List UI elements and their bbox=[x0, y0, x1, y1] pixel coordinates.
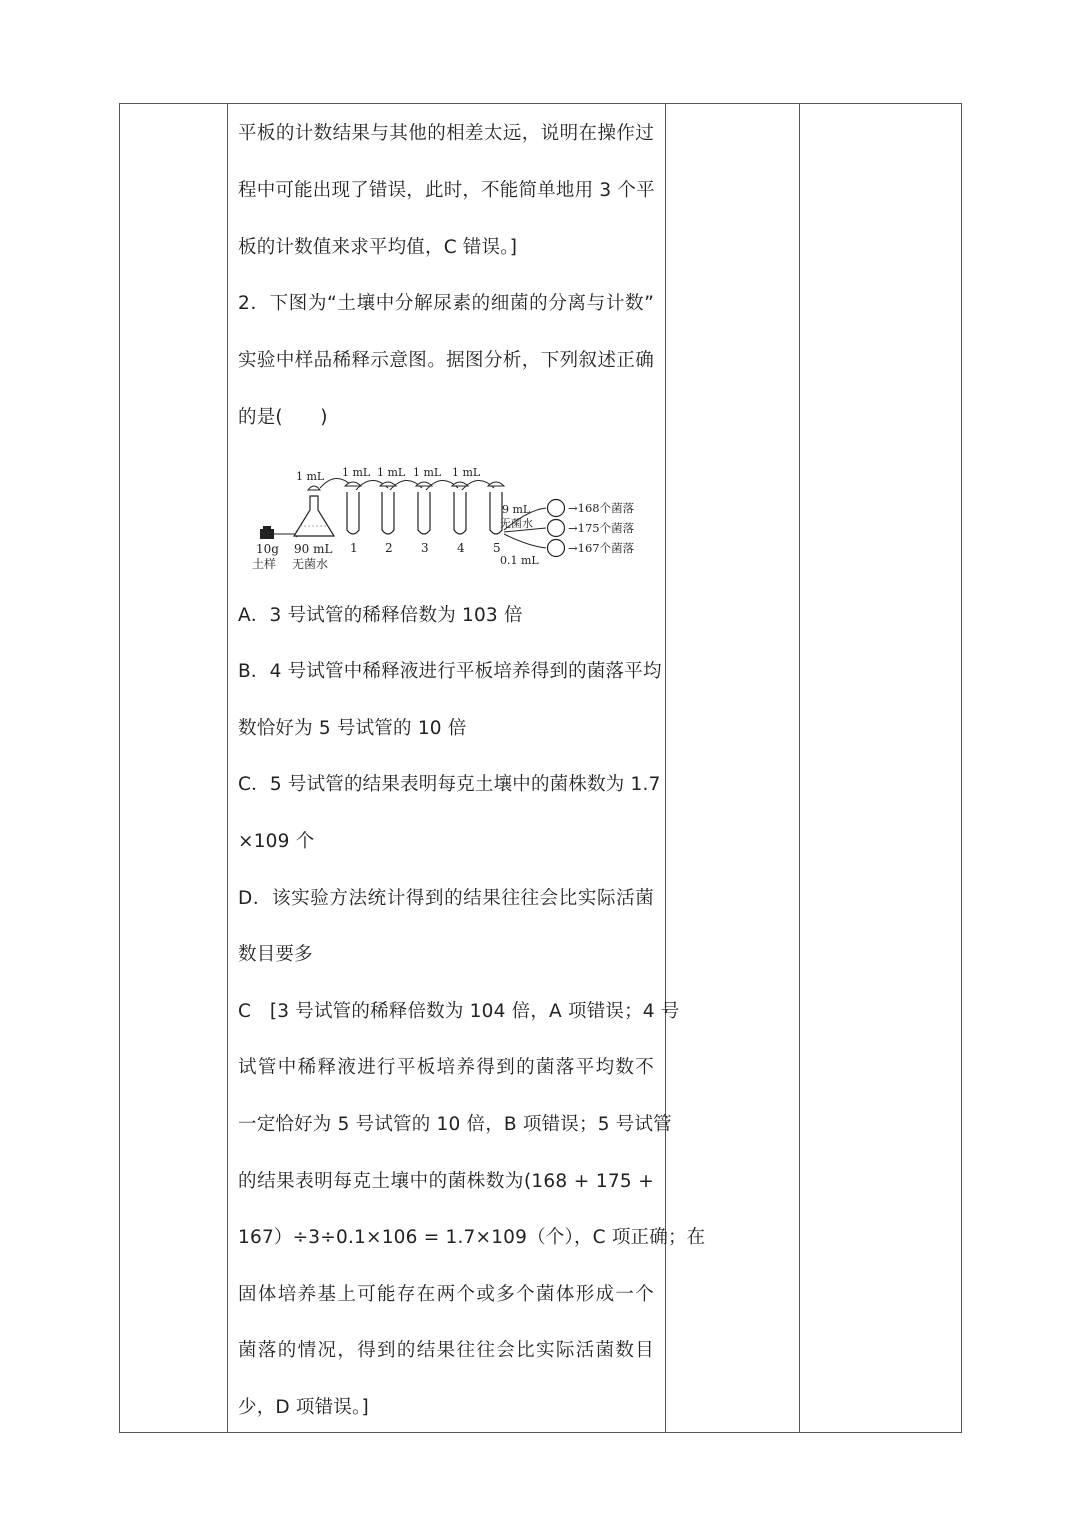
test-tube-icon bbox=[345, 482, 361, 534]
question-line: 的是( ) bbox=[238, 407, 328, 428]
answer-line: 固体培养基上可能存在两个或多个菌体形成一个 bbox=[238, 1284, 654, 1305]
tube-water-volume-label: 9 mL bbox=[502, 503, 531, 516]
text-line: 板的计数值来求平均值，C 错误。] bbox=[238, 237, 518, 258]
tube-water-label: 无菌水 bbox=[500, 517, 533, 530]
answer-line: 的结果表明每克土壤中的菌株数为(168 + 175 + bbox=[238, 1171, 654, 1192]
tube-number: 1 bbox=[350, 541, 358, 555]
document-table bbox=[119, 103, 962, 1433]
content-cell bbox=[228, 104, 706, 1432]
option-c: ×109 个 bbox=[238, 831, 315, 852]
plating-volume-label: 0.1 mL bbox=[500, 554, 539, 567]
option-b: 数恰好为 5 号试管的 10 倍 bbox=[238, 718, 467, 739]
petri-dish-icon bbox=[548, 500, 565, 517]
tube-number: 2 bbox=[385, 541, 393, 555]
question-line: 2．下图为“土壤中分解尿素的细菌的分离与计数” bbox=[238, 293, 654, 314]
plate-result-label: →168个菌落 bbox=[568, 501, 635, 515]
text-line: 平板的计数结果与其他的相差太远，说明在操作过 bbox=[238, 123, 654, 144]
sample-name-label: 土样 bbox=[252, 557, 277, 571]
answer-line: 菌落的情况，得到的结果往往会比实际活菌数目 bbox=[238, 1340, 654, 1361]
transfer-arrow bbox=[320, 478, 352, 488]
answer-line: 一定恰好为 5 号试管的 10 倍，B 项错误；5 号试管 bbox=[238, 1114, 672, 1135]
dilution-diagram bbox=[238, 460, 648, 580]
transfer-volume-label: 1 mL bbox=[296, 470, 325, 483]
transfer-volume-label: 1 mL bbox=[413, 466, 442, 479]
tube-number: 3 bbox=[421, 541, 429, 555]
answer-line: C [3 号试管的稀释倍数为 104 倍，A 项错误；4 号 bbox=[238, 1001, 680, 1022]
column-divider bbox=[799, 104, 800, 1432]
transfer-volume-label: 1 mL bbox=[452, 466, 481, 479]
option-c: C．5 号试管的结果表明每克土壤中的菌株数为 1.7 bbox=[238, 774, 661, 795]
soil-sample-icon bbox=[260, 529, 274, 539]
option-a: A．3 号试管的稀释倍数为 103 倍 bbox=[238, 605, 523, 626]
petri-dish-icon bbox=[548, 520, 565, 537]
answer-line: 少，D 项错误。] bbox=[238, 1397, 369, 1418]
tube-number: 4 bbox=[457, 541, 465, 555]
plate-result-label: →167个菌落 bbox=[568, 541, 635, 555]
plate-result-label: →175个菌落 bbox=[568, 521, 635, 535]
option-d: 数目要多 bbox=[238, 944, 313, 965]
flask-volume-label: 90 mL bbox=[294, 542, 333, 556]
test-tube-icon bbox=[416, 482, 432, 534]
test-tube-icon bbox=[452, 482, 468, 534]
text-line: 程中可能出现了错误，此时，不能简单地用 3 个平 bbox=[238, 180, 655, 201]
transfer-volume-label: 1 mL bbox=[377, 466, 406, 479]
option-d: D．该实验方法统计得到的结果往往会比实际活菌 bbox=[238, 888, 654, 909]
question-line: 实验中样品稀释示意图。据图分析，下列叙述正确 bbox=[238, 350, 654, 371]
flask-icon bbox=[294, 486, 334, 536]
tube-number: 5 bbox=[493, 541, 501, 555]
transfer-volume-label: 1 mL bbox=[342, 466, 371, 479]
sample-mass-label: 10g bbox=[256, 542, 279, 556]
option-b: B．4 号试管中稀释液进行平板培养得到的菌落平均 bbox=[238, 661, 662, 682]
plating-arrow bbox=[504, 534, 546, 548]
answer-line: 试管中稀释液进行平板培养得到的菌落平均数不 bbox=[238, 1057, 654, 1078]
test-tube-icon bbox=[380, 482, 396, 534]
answer-line: 167）÷3÷0.1×106 = 1.7×109（个），C 项正确；在 bbox=[238, 1227, 706, 1248]
petri-dish-icon bbox=[548, 540, 565, 557]
flask-water-label: 无菌水 bbox=[292, 557, 329, 571]
